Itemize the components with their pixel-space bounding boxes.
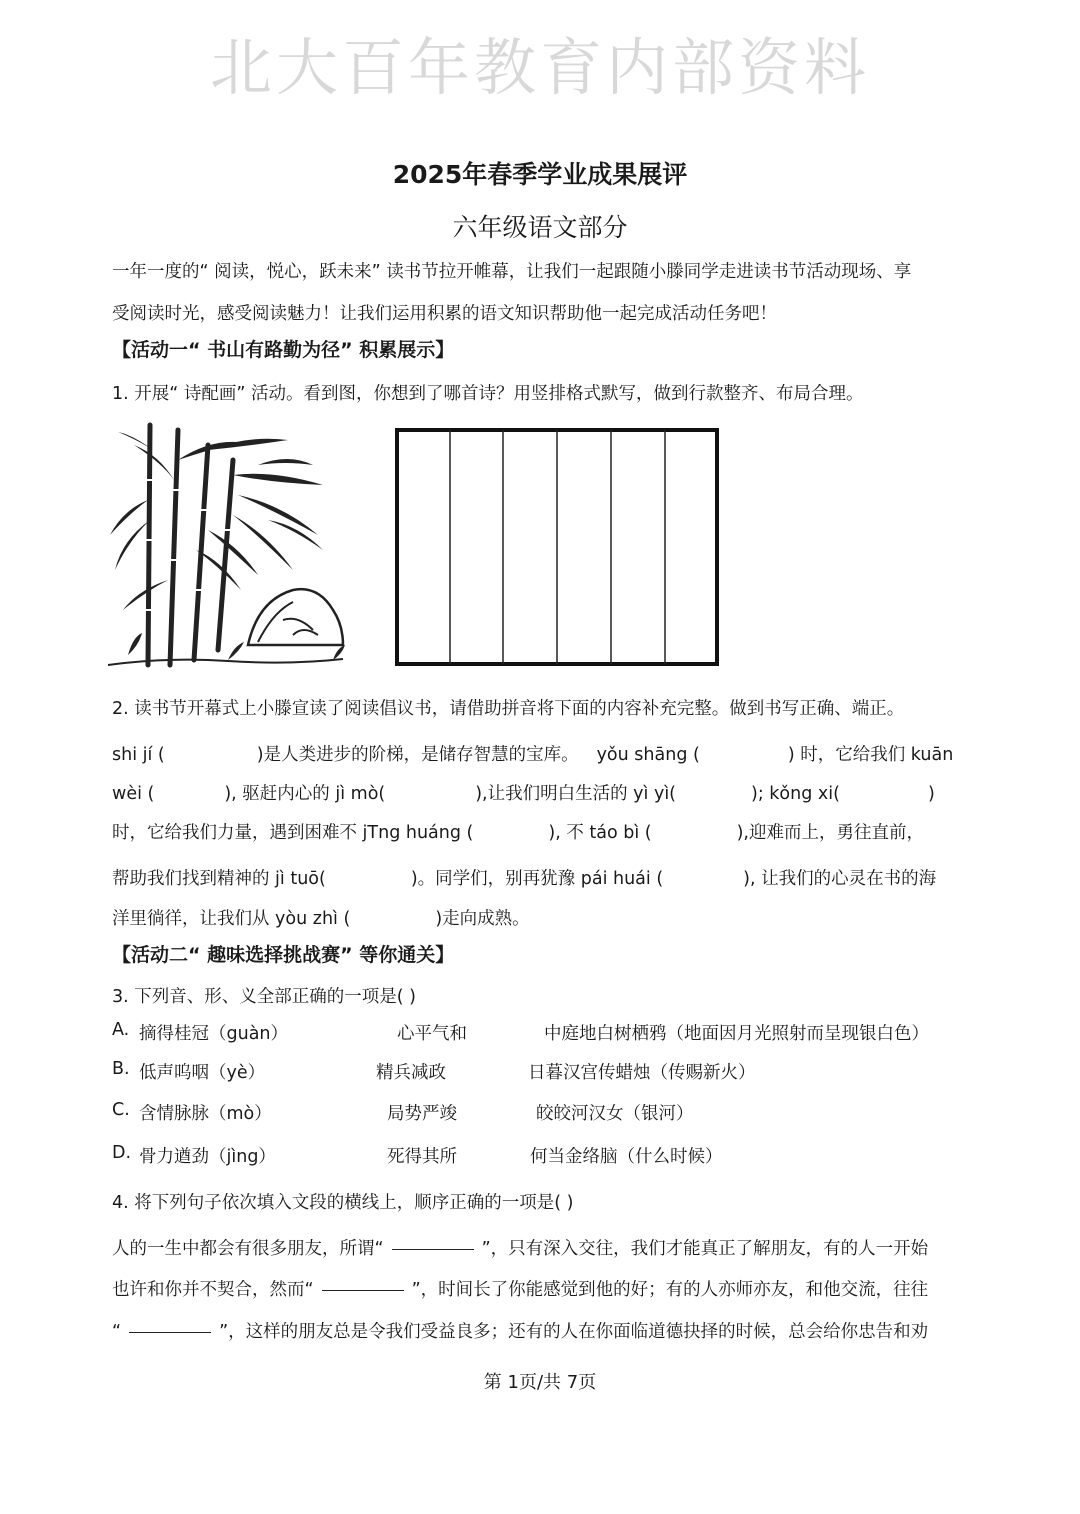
option-c-col1: 含情脉脉（mò） [139,1104,272,1124]
option-a-col3: 中庭地白树栖鸦（地面因月光照射而呈现银白色） [544,1024,929,1044]
option-d-col2: 死得其所 [387,1147,457,1167]
option-a-label: A. [112,1020,130,1040]
option-b-col3: 日暮汉宫传蜡烛（传赐新火） [528,1063,756,1083]
passage-line-1: shi jí ( )是人类进步的阶梯，是储存智慧的宝库。 yǒu shāng ( ) 时，它给我们 kuān [112,745,954,765]
answer-grid[interactable] [395,428,721,668]
option-c-col3: 皎皎河汉女（银河） [536,1104,694,1124]
option-c-col2: 局势严竣 [387,1104,457,1124]
option-d-col1: 骨力遒劲（jìng） [139,1147,276,1167]
fill-blank[interactable] [322,1289,404,1291]
option-a-col1: 摘得桂冠（guàn） [139,1024,289,1044]
question-4: 4. 将下列句子依次填入文段的横线上，顺序正确的一项是( ) [112,1193,574,1213]
bamboo-stalk [148,425,150,665]
watermark: 北大百年教育内部资料 [209,31,870,104]
fill-blank[interactable] [129,1331,211,1333]
page-subtitle: 六年级语文部分 [452,213,628,242]
fill-blank[interactable] [392,1248,474,1250]
page-title: 2025年春季学业成果展评 [392,160,688,189]
question-1: 1. 开展“ 诗配画” 活动。看到图，你想到了哪首诗？用竖排格式默写，做到行款整齐、布局合理。 [112,384,864,404]
option-b-label: B. [112,1059,130,1079]
option-a-col2: 心平气和 [397,1024,467,1044]
question-2: 2. 读书节开幕式上小滕宣读了阅读倡议书，请借助拼音将下面的内容补充完整。做到书写正确、端正。 [112,699,905,719]
bamboo-stalk [170,430,178,665]
q4-passage-line-1: 人的一生中都会有很多朋友，所谓“ ”，只有深入交往，我们才能真正了解朋友，有的人一开始 [112,1239,929,1259]
intro-line-1: 一年一度的“ 阅读，悦心，跃未来” 读书节拉开帷幕，让我们一起跟随小滕同学走进读书节活动现场、享 [112,262,912,282]
passage-line-3: 时，它给我们力量，遇到困难不 jTng huáng ( ), 不 táo bì ( ),迎难而上，勇往直前， [112,823,924,843]
question-3: 3. 下列音、形、义全部正确的一项是( ) [112,987,416,1007]
activity1-heading: 【活动一“ 书山有路勤为径” 积累展示】 [112,339,455,361]
passage-line-4: 帮助我们找到精神的 jì tuō( )。同学们，别再犹豫 pái huái ( ), 让我们的心灵在书的海 [112,869,937,889]
bamboo-illustration [108,420,348,670]
option-b-col2: 精兵减政 [376,1063,446,1083]
q4-passage-line-3: “ ”，这样的朋友总是令我们受益良多；还有的人在你面临道德抉择的时候，总会给你忠告和劝 [112,1322,929,1342]
page-number: 第 1页/共 7页 [483,1372,597,1393]
bamboo-stalk [218,460,233,650]
option-d-label: D. [112,1143,132,1163]
passage-line-2: wèi ( ), 驱赶内心的 jì mò( ),让我们明白生活的 yì yì( ); kǒng xi( ) [112,784,935,804]
q4-passage-line-2: 也许和你并不契合，然而“ ”，时间长了你能感觉到他的好；有的人亦师亦友，和他交流，往往 [112,1280,929,1300]
option-b-col1: 低声呜咽（yè） [139,1063,266,1083]
activity2-heading: 【活动二“ 趣味选择挑战赛” 等你通关】 [112,944,455,966]
intro-line-2: 受阅读时光，感受阅读魅力！让我们运用积累的语文知识帮助他一起完成活动任务吧！ [112,304,777,324]
passage-line-5: 洋里徜徉，让我们从 yòu zhì ( )走向成熟。 [112,909,530,929]
option-c-label: C. [112,1100,130,1120]
option-d-col3: 何当金络脑（什么时候） [530,1147,723,1167]
